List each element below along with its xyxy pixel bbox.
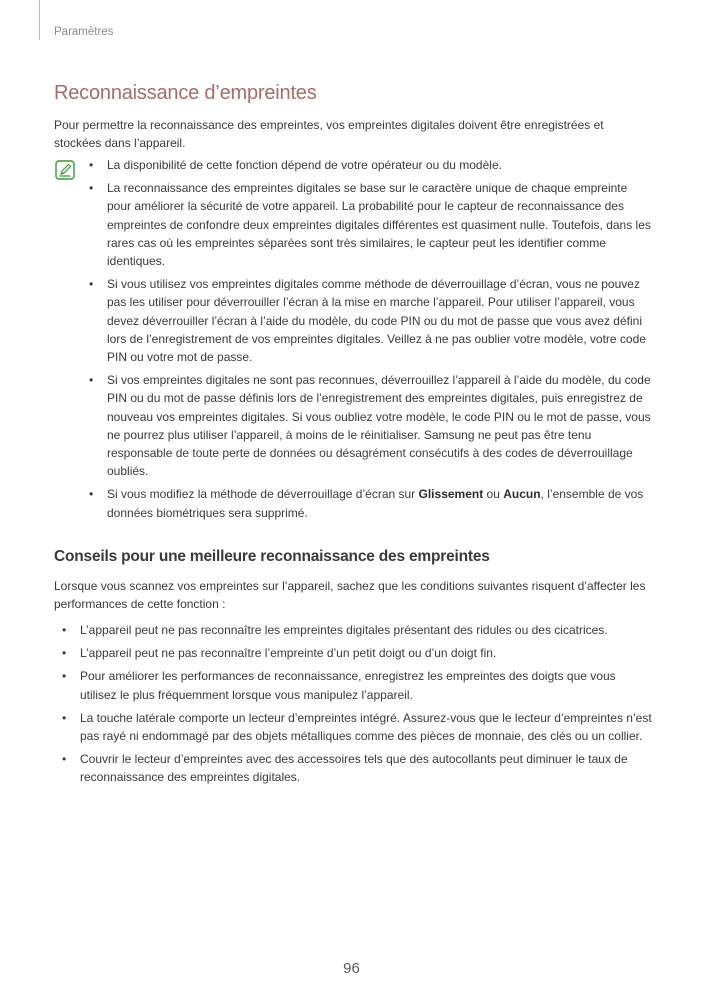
- list-item: [89, 156, 652, 174]
- bullet-icon: •: [62, 710, 67, 725]
- list-item: [89, 179, 652, 270]
- list-item-text: Couvrir le lecteur d’empreintes avec des accessoires tels que des autocollants peut diminuer le taux de reconnaissance des empreintes digitales.: [80, 752, 628, 785]
- bullet-icon: •: [89, 487, 94, 502]
- note-pencil-icon: [55, 160, 75, 180]
- section-intro: Lorsque vous scannez vos empreintes sur l’appareil, sachez que les conditions suivantes risquent d’affecter les performances de cette fonction :: [54, 579, 646, 612]
- list-item: [62, 621, 652, 639]
- note-list: [89, 156, 652, 527]
- list-item-text: L’appareil peut ne pas reconnaître les empreintes digitales présentant des ridules ou des cicatrices.: [80, 623, 608, 637]
- list-item-text: La disponibilité de cette fonction dépend de votre opérateur ou du modèle.: [107, 158, 502, 172]
- list-item-text: , l’ensemble de vos données biométriques sera supprimé.: [107, 487, 644, 520]
- list-item: [62, 750, 652, 786]
- intro-paragraph: Pour permettre la reconnaissance des empreintes, vos empreintes digitales doivent être enregistrées et stockées dans l’appareil.: [54, 118, 604, 151]
- list-item: [89, 371, 652, 480]
- page-title: Reconnaissance d’empreintes: [54, 82, 317, 104]
- list-item: [62, 667, 652, 703]
- list-item-text: Si vos empreintes digitales ne sont pas reconnues, déverrouillez l’appareil à l’aide du modèle, du code PIN ou du mot de passe définis lors de l’enregistrement des empreintes digitales, puis enregistrez de nouveau vos empreintes digitales. Si vous oubliez votre modèle, le code PIN ou le mot de passe, vous ne pourrez plus utiliser l’appareil, à moins de le réinitialiser. Samsung ne peut pas être tenu responsable de toute perte de données ou désagrément consécutifs à des codes de déverrouillage oubliés.: [107, 373, 651, 479]
- bullet-icon: •: [62, 623, 67, 637]
- option-aucun: Aucun: [503, 487, 541, 502]
- header-divider: [39, 0, 40, 40]
- list-item-text: La touche latérale comporte un lecteur d’empreintes intégré. Assurez-vous que le lecteur d’empreintes n’est pas rayé ni endommagé par des objets métalliques comme des pièces de monnaie, des clés ou un collier.: [80, 710, 652, 744]
- list-item-text: La reconnaissance des empreintes digitales se base sur le caractère unique de chaque empreinte pour améliorer la sécurité de votre appareil. La probabilité pour le capteur de reconnaissance des empreintes de confondre deux empreintes digitales différentes est quasiment nulle. Toutefois, dans les rares cas où les empreintes séparées sont très similaires, le capteur peut les identifier comme identiques.: [107, 181, 651, 269]
- bullet-icon: •: [89, 373, 94, 388]
- section-title: Conseils pour une meilleure reconnaissance des empreintes: [54, 548, 490, 565]
- list-item: [89, 275, 652, 366]
- page-number: 96: [343, 960, 360, 977]
- list-item: [62, 644, 652, 662]
- bullet-icon: •: [89, 181, 94, 196]
- list-item-text: Pour améliorer les performances de reconnaissance, enregistrez les empreintes des doigts que vous utilisez le plus fréquemment lorsque vous manipulez l’appareil.: [80, 669, 616, 702]
- bullet-icon: •: [89, 158, 94, 172]
- list-item-text: L’appareil peut ne pas reconnaître l’empreinte d’un petit doigt ou d’un doigt fin.: [80, 646, 497, 661]
- running-header: Paramètres: [54, 26, 114, 38]
- list-item-text: Si vous modifiez la méthode de déverrouillage d’écran sur: [107, 487, 419, 502]
- option-glissement: Glissement: [418, 487, 484, 502]
- bullet-icon: •: [89, 277, 94, 292]
- bullet-icon: •: [62, 669, 67, 684]
- list-item-text: Si vous utilisez vos empreintes digitales comme méthode de déverrouillage d’écran, vous ne pouvez pas les utiliser pour déverrouiller l’écran à la mise en marche l’appareil. Pour utiliser l’appareil, vous devez déverrouiller l’écran à l’aide du modèle, du code PIN ou du mot de passe que vous avez défini lors de l’enregistrement de vos empreintes digitales. Veillez à ne pas oublier votre modèle, votre code PIN ou votre mot de passe.: [107, 277, 646, 365]
- list-item-text: ou: [483, 487, 504, 502]
- list-item: [62, 709, 652, 745]
- bullet-icon: •: [62, 646, 67, 661]
- bullet-icon: •: [62, 752, 67, 767]
- tips-list: [62, 621, 652, 792]
- list-item: [89, 485, 652, 521]
